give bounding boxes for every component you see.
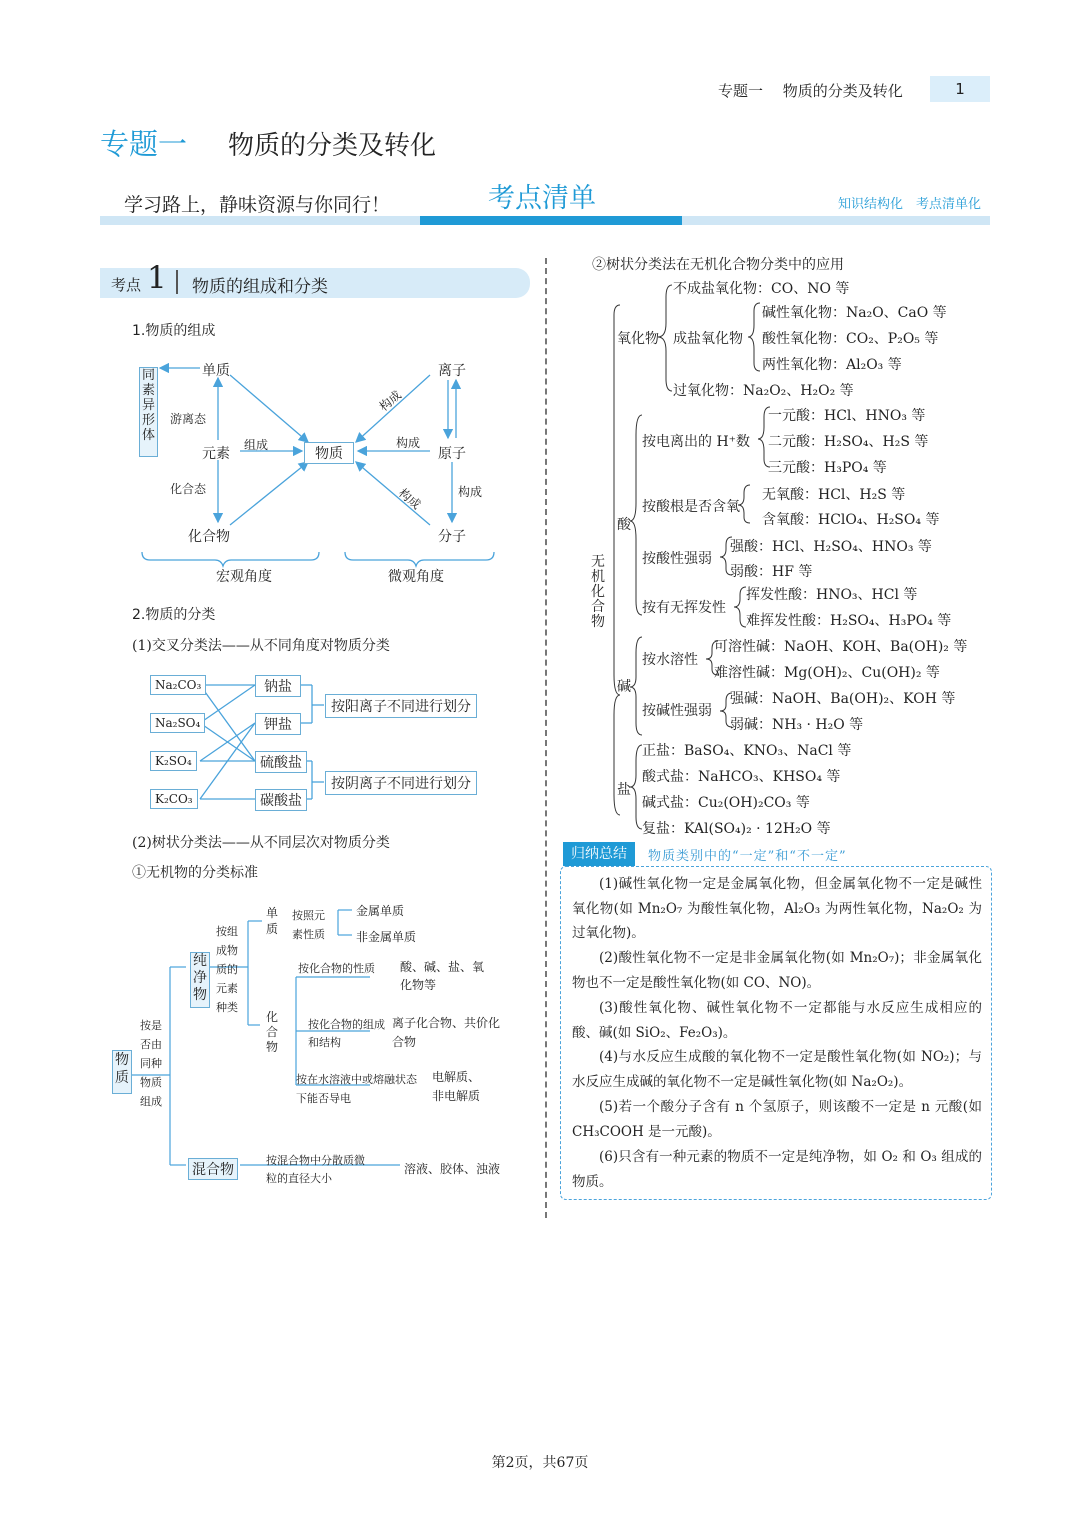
summary-para-3: (3)酸性氧化物、碱性氧化物不一定都能与水反应生成相应的酸、碱(如 SiO₂、Fe₂O₃)。	[572, 1000, 982, 1041]
summary-para-1: (1)碱性氧化物一定是金属氧化物，但金属氧化物不一定是碱性氧化物(如 Mn₂O₇ 为酸性氧化物，Al₂O₃ 为两性氧化物，Na₂O₂ 为过氧化物)。	[572, 876, 982, 942]
oxide-peroxide: 过氧化物：Na₂O₂、H₂O₂ 等	[673, 383, 854, 399]
acid-basis-volatility: 按有无挥发性	[642, 600, 726, 616]
banner-band-accent	[420, 216, 682, 225]
tree-basis-conduct: 按在水溶液中或熔融状态下能否导电	[296, 1073, 417, 1105]
salt-normal: 正盐：BaSO₄、KNO₃、NaCl 等	[642, 743, 852, 759]
tree-basis-purity: 按是否由同种物质组成	[140, 1019, 162, 1108]
summary-subtitle: 物质类别中的“一定”和“不一定”	[648, 849, 847, 864]
oxide-salt-forming: 成盐氧化物	[673, 331, 743, 347]
cation-division-label: 按阳离子不同进行划分	[325, 694, 477, 718]
class-base: 碱	[617, 679, 631, 695]
header-topic: 专题一	[718, 82, 764, 100]
banner-tags: 知识结构化 考点清单化	[838, 197, 982, 212]
class-acid: 酸	[617, 517, 631, 533]
node-allotrope: 同素异形体	[139, 367, 158, 457]
tree-result-structure: 离子化合物、共价化合物	[392, 1016, 501, 1049]
topic-label: 专题一	[100, 127, 188, 161]
page-footer: 第2页，共67页	[491, 1455, 589, 1471]
salt-sulfate: 硫酸盐	[255, 751, 307, 773]
compound-k2so4: K₂SO₄	[150, 751, 197, 771]
tree-result-mixture: 溶液、胶体、浊液	[404, 1162, 501, 1176]
node-simple-substance: 单质	[202, 363, 230, 379]
tree-compound: 化合物	[266, 1010, 279, 1054]
node-compound: 化合物	[188, 529, 230, 545]
tree-basis-structure: 按化合物的组成和结构	[308, 1018, 385, 1049]
right-heading: ②树状分类法在无机化合物分类中的应用	[592, 257, 844, 273]
oxide-basic: 碱性氧化物：Na₂O、CaO 等	[762, 305, 947, 321]
page-number: 1	[930, 76, 990, 102]
anion-division-label: 按阴离子不同进行划分	[325, 771, 477, 795]
base-basis-strength: 按碱性强弱	[642, 703, 712, 719]
label-combined-state: 化合态	[170, 482, 207, 496]
cross-heading: (1)交叉分类法——从不同角度对物质分类	[132, 638, 390, 654]
tree-result-conduct: 电解质、非电解质	[432, 1070, 481, 1103]
compound-k2co3: K₂CO₃	[150, 789, 198, 809]
tree-basis-property: 按化合物的性质	[298, 962, 375, 975]
column-divider	[545, 258, 547, 1218]
acid-mono: 一元酸：HCl、HNO₃ 等	[768, 408, 926, 424]
page-title: 物质的分类及转化	[228, 131, 437, 161]
label-construct-3: 构成	[395, 485, 424, 512]
node-atom: 原子	[438, 446, 466, 462]
summary-para-5: (5)若一个酸分子含有 n 个氢原子，则该酸不一定是 n 元酸(如 CH₃COOH 是一元酸)。	[572, 1099, 982, 1140]
s2-heading: 2.物质的分类	[132, 607, 216, 623]
acid-tri: 三元酸：H₃PO₄ 等	[768, 460, 887, 476]
running-header	[718, 80, 903, 101]
tree-result-property: 酸、碱、盐、氧化物等	[400, 960, 485, 992]
tree-basis-element: 按组成物质的元素种类	[216, 925, 238, 1014]
salt-carbonate: 碳酸盐	[255, 789, 307, 811]
micro-label: 微观角度	[388, 569, 444, 585]
salt-acidic: 酸式盐：NaHCO₃、KHSO₄ 等	[642, 769, 841, 785]
salt-potassium: 钾盐	[255, 713, 301, 735]
node-substance: 物质	[304, 442, 354, 464]
acid-oxygen-containing: 含氧酸：HClO₄、H₂SO₄ 等	[762, 512, 940, 528]
node-ion: 离子	[438, 363, 466, 379]
compound-na2so4: Na₂SO₄	[150, 713, 205, 733]
summary-para-2: (2)酸性氧化物不一定是非金属氧化物(如 Mn₂O₇)；非金属氧化物也不一定是酸性氧化物(如 CO、NO)。	[572, 950, 982, 991]
tree-simple-substance: 单质	[266, 906, 279, 936]
oxide-amphoteric: 两性氧化物：Al₂O₃ 等	[762, 357, 902, 373]
acid-volatile: 挥发性酸：HNO₃、HCl 等	[746, 587, 918, 603]
label-compose: 组成	[244, 438, 269, 452]
base-weak: 弱碱：NH₃ · H₂O 等	[730, 717, 864, 733]
tree-pure-substance: 纯净物	[190, 952, 210, 1008]
base-insoluble: 难溶性碱：Mg(OH)₂、Cu(OH)₂ 等	[714, 665, 940, 681]
acid-basis-h: 按电离出的 H⁺数	[642, 434, 751, 450]
header-section: 物质的分类及转化	[782, 82, 903, 100]
label-free-state: 游离态	[170, 412, 207, 426]
kaodian-title: 物质的组成和分类	[192, 277, 328, 297]
summary-para-4: (4)与水反应生成酸的氧化物不一定是酸性氧化物(如 NO₂)；与水反应生成碱的氧化物不一定是碱性氧化物(如 Na₂O₂)。	[572, 1049, 982, 1090]
compound-na2co3: Na₂CO₃	[150, 675, 206, 695]
macro-label: 宏观角度	[216, 569, 272, 585]
class-salt: 盐	[617, 782, 631, 798]
tree-basis-mixture: 按混合物中分散质微粒的直径大小	[266, 1154, 365, 1185]
root-inorganic-compound: 无机化合物	[591, 554, 605, 630]
kaodian-separator	[176, 270, 178, 294]
acid-strong: 强酸：HCl、H₂SO₄、HNO₃ 等	[730, 539, 932, 555]
tree-metal-simple: 金属单质	[356, 904, 405, 918]
s1-heading: 1.物质的组成	[132, 323, 216, 339]
acid-basis-oxygen: 按酸根是否含氧	[642, 499, 740, 515]
salt-basic: 碱式盐：Cu₂(OH)₂CO₃ 等	[642, 795, 810, 811]
section-banner-title: 考点清单	[488, 183, 596, 214]
salt-sodium: 钠盐	[255, 675, 301, 697]
label-construct-1: 构成	[396, 436, 421, 450]
slogan: 学习路上，静味资源与你同行！	[124, 194, 391, 216]
oxide-non-salt: 不成盐氧化物：CO、NO 等	[673, 281, 850, 297]
base-soluble: 可溶性碱：NaOH、KOH、Ba(OH)₂ 等	[714, 639, 968, 655]
node-molecule: 分子	[438, 529, 466, 545]
tree-substance: 物质	[112, 1050, 132, 1094]
label-construct-4: 构成	[458, 485, 483, 499]
base-basis-solubility: 按水溶性	[642, 652, 698, 668]
tree-basis-element-prop: 按照元素性质	[292, 909, 325, 941]
acid-basis-strength: 按酸性强弱	[642, 551, 712, 567]
acid-di: 二元酸：H₂SO₄、H₂S 等	[768, 434, 929, 450]
acid-oxygen-free: 无氧酸：HCl、H₂S 等	[762, 487, 906, 503]
kaodian-number: 1	[147, 260, 167, 296]
tree-mixture: 混合物	[188, 1158, 238, 1180]
tree-nonmetal-simple: 非金属单质	[356, 930, 417, 944]
node-element: 元素	[202, 446, 230, 462]
oxide-acidic: 酸性氧化物：CO₂、P₂O₅ 等	[762, 331, 939, 347]
acid-weak: 弱酸：HF 等	[730, 564, 813, 580]
acid-nonvolatile: 难挥发性酸：H₂SO₄、H₃PO₄ 等	[746, 613, 952, 629]
inorganic-standard-heading: ①无机物的分类标准	[132, 865, 258, 881]
composition-diagram	[130, 350, 530, 590]
class-oxide: 氧化物	[617, 331, 659, 347]
kaodian-label: 考点	[111, 276, 142, 294]
label-construct-2: 构成	[376, 387, 405, 414]
summary-para-6: (6)只含有一种元素的物质不一定是纯净物，如 O₂ 和 O₃ 组成的物质。	[572, 1149, 982, 1190]
base-strong: 强碱：NaOH、Ba(OH)₂、KOH 等	[730, 691, 956, 707]
salt-double: 复盐：KAl(SO₄)₂ · 12H₂O 等	[642, 821, 831, 837]
tree-heading: (2)树状分类法——从不同层次对物质分类	[132, 835, 390, 851]
summary-tag: 归纳总结	[563, 842, 635, 866]
